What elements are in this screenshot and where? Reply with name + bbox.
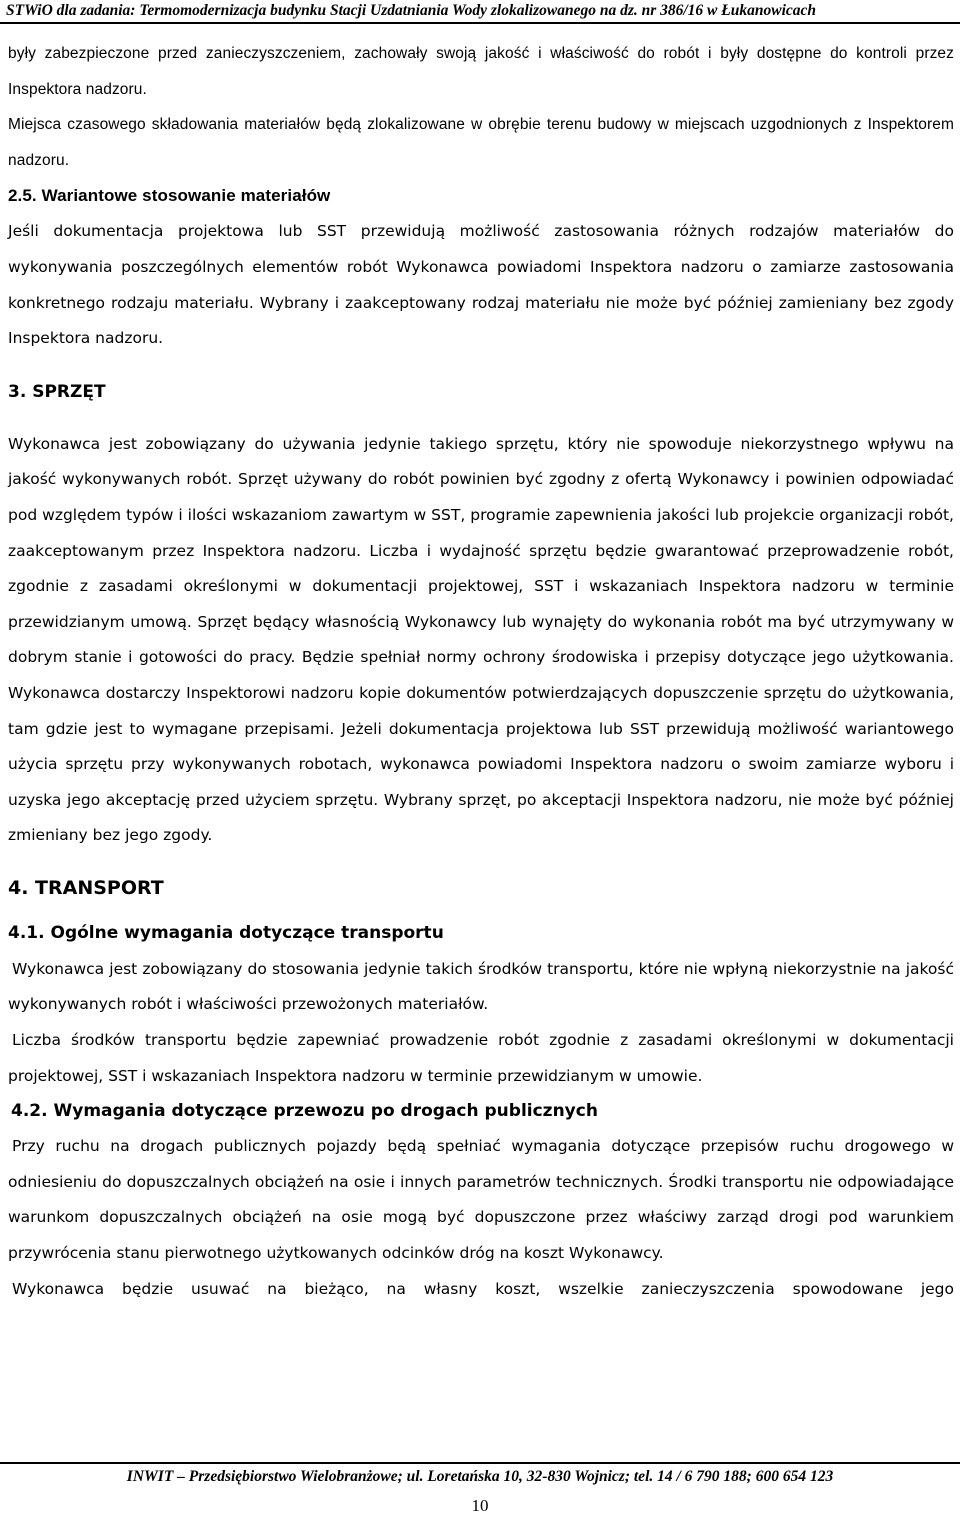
paragraph-cleanup: Wykonawca będzie usuwać na bieżąco, na własny koszt, wszelkie zanieczyszczenia spowodowane jego (12, 1279, 954, 1298)
running-footer (0, 1462, 960, 1490)
paragraph-storage-locations: Miejsca czasowego składowania materiałów będą zlokalizowane w obrębie terenu budowy w miejscach uzgodnionych z Inspektorem nadzoru. (8, 116, 954, 169)
section-heading-4-1: 4.1. Ogólne wymagania dotyczące transportu (8, 922, 444, 943)
page-number: 10 (471, 1496, 489, 1515)
paragraph-public-roads: Przy ruchu na drogach publicznych pojazdy będą spełniać wymagania dotyczące przepisów ruchu drogowego w odniesieniu do dopuszczalnych obciążeń na osie i innych parametrów technicznych. Środki transportu nie odpowiadające warunkom dopuszczalnych obciążeń na osie mogą być dopuszczone przez właściwy zarząd drogi pod warunkiem przywrócenia stanu pierwotnego użytkowanych odcinków dróg na koszt Wykonawcy. (8, 1137, 954, 1263)
running-header (0, 0, 960, 24)
paragraph-material-variants: Jeśli dokumentacja projektowa lub SST przewidują możliwość zastosowania różnych rodzajów materiałów do wykonywania poszczególnych elementów robót Wykonawca powiadomi Inspektora nadzoru o zamiarze zastosowania konkretnego rodzaju materiału. Wybrany i zaakceptowany rodzaj materiału nie może być później zamieniany bez zgody Inspektora nadzoru. (8, 222, 954, 348)
running-footer-text: INWIT – Przedsiębiorstwo Wielobranżowe; ul. Loretańska 10, 32-830 Wojnicz; tel. 14 / 6 790 188; 600 654 123 (126, 1468, 834, 1485)
paragraph-equipment: Wykonawca jest zobowiązany do używania jedynie takiego sprzętu, który nie spowoduje niekorzystnego wpływu na jakość wykonywanych robót. Sprzęt używany do robót powinien być zgodny z ofertą Wykonawcy i powinien odpowiadać pod względem typów i ilości wskazaniom zawartym w SST, programie zapewnienia jakości lub projekcie organizacji robót, zaakceptowanym przez Inspektora nadzoru. Liczba i wydajność sprzętu będzie gwarantować przeprowadzenie robót, zgodnie z zasadami określonymi w dokumentacji projektowej, SST i wskazaniach Inspektora nadzoru w terminie przewidzianym umową. Sprzęt będący własnością Wykonawcy lub wynajęty do wykonania robót ma być utrzymywany w dobrym stanie i gotowości do pracy. Będzie spełniał normy ochrony środowiska i przepisy dotyczące jego użytkowania. Wykonawca dostarczy Inspektorowi nadzoru kopie dokumentów potwierdzających dopuszczenie sprzętu do użytkowania, tam gdzie jest to wymagane przepisami. Jeżeli dokumentacja projektowa lub SST przewidują możliwość wariantowego użycia sprzętu przy wykonywanych robotach, wykonawca powiadomi Inspektora nadzoru o swoim zamiarze wyboru i uzyska jego akceptację przed użyciem sprzętu. Wybrany sprzęt, po akceptacji Inspektora nadzoru, nie może być później zmieniany bez jego zgody. (8, 434, 954, 845)
section-heading-2-5: 2.5. Wariantowe stosowanie materiałów (8, 186, 331, 206)
paragraph-transport-count: Liczba środków transportu będzie zapewniać prowadzenie robót zgodnie z zasadami określonymi w dokumentacji projektowej, SST i wskazaniach Inspektora nadzoru w terminie przewidzianym w umowie. (8, 1031, 954, 1085)
page-content (8, 36, 954, 1307)
running-header-text: STWiO dla zadania: Termomodernizacja budynku Stacji Uzdatniania Wody zlokalizowanego na dz. nr 386/16 w Łukanowicach (6, 2, 817, 19)
section-heading-3: 3. SPRZĘT (8, 381, 106, 402)
paragraph-transport-general: Wykonawca jest zobowiązany do stosowania jedynie takich środków transportu, które nie wpłyną niekorzystnie na jakość wykonywanych robót i właściwości przewożonych materiałów. (8, 959, 954, 1014)
paragraph-storage-quality: były zabezpieczone przed zanieczyszczeniem, zachowały swoją jakość i właściwość do robót i były dostępne do kontroli przez Inspektora nadzoru. (8, 45, 954, 98)
section-heading-4: 4. TRANSPORT (8, 876, 164, 899)
section-heading-4-2: 4.2. Wymagania dotyczące przewozu po drogach publicznych (11, 1101, 598, 1122)
